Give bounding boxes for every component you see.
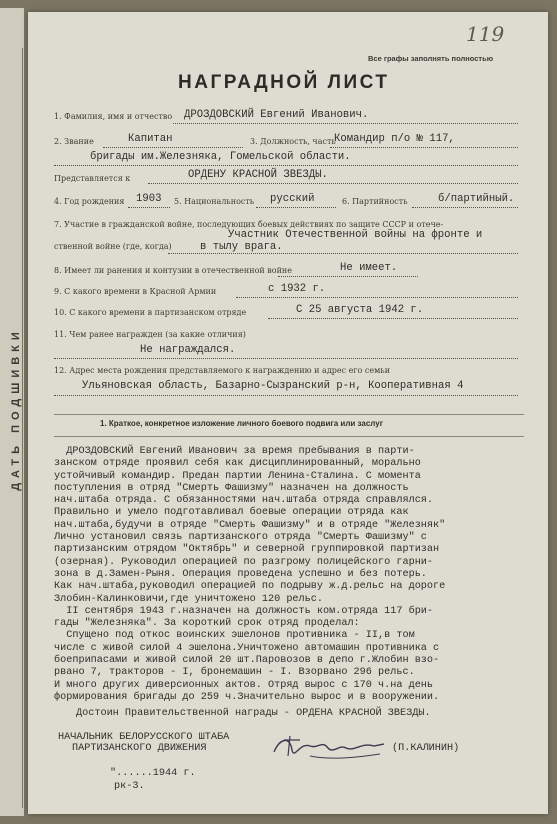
field-3-label: 3. Должность, часть bbox=[250, 137, 336, 146]
narrative-line: гады "Железняка". За короткий срок отряд проделал: bbox=[54, 618, 360, 630]
field-1-line bbox=[173, 123, 518, 124]
archive-number: 119 bbox=[466, 22, 505, 46]
field-2-line bbox=[103, 147, 243, 148]
narrative-line: нач.штаба,будучи в отряде "Смерть Фашизму" и в отряде "Железняк" bbox=[54, 519, 446, 531]
section-heading: 1. Краткое, конкретное изложение личного боевого подвига или заслуг bbox=[100, 419, 384, 428]
narrative-line: II сентября 1943 г.назначен на должность ком.отряда 117 бри- bbox=[54, 605, 434, 617]
field-3-position: Командир п/о № 117, bbox=[334, 133, 455, 145]
field-9-label: 9. С какого времени в Красной Армии bbox=[54, 287, 217, 296]
award-conclusion: Достоин Правительственной награды - ОРДЕНА КРАСНОЙ ЗВЕЗДЫ. bbox=[76, 708, 431, 719]
signatory-title-2: ПАРТИЗАНСКОГО ДВИЖЕНИЯ bbox=[72, 743, 207, 754]
field-7-label-1: 7. Участие в гражданской войне, последующих боевых действиях по защите СССР и отече- bbox=[54, 220, 444, 229]
field-12-label: 12. Адрес места рождения представляемого к награждению и адрес его семьи bbox=[54, 366, 391, 375]
field-8-wounds: Не имеет. bbox=[340, 262, 398, 274]
narrative-line: поступления в отряд "Смерть Фашизму" назначен на должность bbox=[54, 482, 409, 494]
field-12-line bbox=[54, 395, 518, 396]
narrative-text bbox=[54, 446, 534, 704]
field-11-label: 11. Чем ранее награжден (за какие отличия) bbox=[54, 330, 246, 339]
field-5-label: 5. Национальность bbox=[174, 197, 255, 206]
narrative-line: нач.штаба отряда. С обязанностями нач.штаба отряда справлялся. bbox=[54, 495, 434, 507]
narrative-line: рвано 7, тракторов - I, бронемашин - I. Взорвано 296 рельс. bbox=[54, 667, 415, 679]
field-6-line bbox=[412, 207, 518, 208]
field-7-label-2: ственной войне (где, когда) bbox=[54, 242, 172, 251]
narrative-line: Правильно и умело подготавливал боевые операции отряда как bbox=[54, 507, 409, 519]
field-6-label: 6. Партийность bbox=[342, 197, 408, 206]
field-12-address: Ульяновская область, Базарно-Сызранский р-н, Кооперативная 4 bbox=[82, 380, 464, 392]
narrative-line: боеприпасами и живой силой 20 шт.Паровозов в депо г.Жлобин взо- bbox=[54, 655, 440, 667]
narrative-line: партизанским отрядом "Октябрь" и северной группировкой партизан bbox=[54, 544, 440, 556]
field-10-line bbox=[268, 318, 518, 319]
document-reference: рк-3. bbox=[114, 781, 145, 792]
field-11-line bbox=[54, 358, 518, 359]
spine-fold-line bbox=[22, 48, 23, 808]
award-nominated: ОРДЕНУ КРАСНОЙ ЗВЕЗДЫ. bbox=[188, 169, 328, 181]
narrative-line: ДРОЗДОВСКИЙ Евгений Иванович за время пребывания в парти- bbox=[54, 446, 415, 457]
field-3-cont-line bbox=[54, 165, 518, 166]
narrative-line: Спущено под откос воинских эшелонов противника - II,в том bbox=[54, 630, 415, 642]
represented-label: Представляется к bbox=[54, 174, 131, 183]
field-7-value-1: Участник Отечественной войны на фронте и bbox=[228, 229, 483, 241]
spine-label: ДАТЬ ПОДШИВКИ bbox=[10, 327, 22, 491]
signatory-title-1: НАЧАЛЬНИК БЕЛОРУССКОГО ШТАБА bbox=[58, 732, 230, 743]
field-3-unit: бригады им.Железняка, Гомельской области. bbox=[90, 151, 351, 163]
field-6-party: б/партийный. bbox=[438, 193, 515, 205]
signatory-name: (П.КАЛИНИН) bbox=[392, 743, 460, 754]
field-5-nationality: русский bbox=[270, 193, 315, 205]
field-1-name: ДРОЗДОВСКИЙ Евгений Иванович. bbox=[184, 109, 369, 121]
award-sheet bbox=[28, 12, 548, 814]
field-9-line bbox=[236, 297, 518, 298]
field-10-partisan-since: С 25 августа 1942 г. bbox=[296, 304, 424, 316]
field-4-label: 4. Год рождения bbox=[54, 197, 125, 206]
field-4-birth-year: 1903 bbox=[136, 193, 162, 205]
narrative-line: формирования бригады до 259 ч.Значительно вырос и в вооружении. bbox=[54, 691, 440, 703]
narrative-line: зона в д.Замен-Рыня. Операция проведена успешно и без потерь. bbox=[54, 568, 427, 580]
field-7-line bbox=[168, 253, 518, 254]
narrative-line: занском отряде проявил себя как дисциплинированный, морально bbox=[54, 458, 421, 470]
field-11-previous-awards: Не награждался. bbox=[140, 344, 236, 356]
narrative-line: (озерная). Руководил операцией по разгрому полицейского гарни- bbox=[54, 556, 434, 568]
fill-all-notice: Все графы заполнять полностью bbox=[368, 54, 494, 63]
field-8-line bbox=[278, 276, 418, 277]
document-date: "......1944 г. bbox=[110, 768, 196, 779]
represented-line bbox=[148, 183, 518, 184]
document-title: НАГРАДНОЙ ЛИСТ bbox=[178, 72, 390, 93]
narrative-line: Лично установил связь партизанского отряда "Смерть Фашизму" с bbox=[54, 532, 427, 544]
section-rule-top bbox=[54, 414, 524, 415]
narrative-line: Как нач.штаба,руководил операцией по подрыву ж.д.рельс на дороге bbox=[54, 581, 446, 593]
field-3-line bbox=[330, 147, 518, 148]
field-2-rank: Капитан bbox=[128, 133, 173, 145]
narrative-line: числе с живой силой 4 эшелона.Уничтожено автомашин противника с bbox=[54, 642, 440, 654]
field-2-label: 2. Звание bbox=[54, 137, 94, 146]
binding-spine bbox=[0, 8, 24, 816]
narrative-line: Злобин-Калинковичи,где уничтожено 120 рельс. bbox=[54, 593, 323, 605]
field-1-label: 1. Фамилия, имя и отчество bbox=[54, 112, 173, 121]
section-rule-bottom bbox=[54, 436, 524, 437]
field-4-line bbox=[128, 207, 170, 208]
field-10-label: 10. С какого времени в партизанском отряде bbox=[54, 308, 247, 317]
field-5-line bbox=[256, 207, 336, 208]
narrative-line: И много других диверсионных актов. Отряд вырос с 170 ч.на день bbox=[54, 679, 434, 691]
field-9-red-army-since: с 1932 г. bbox=[268, 283, 326, 295]
handwritten-signature bbox=[270, 730, 388, 764]
field-8-label: 8. Имеет ли ранения и контузии в отечественной войне bbox=[54, 266, 292, 275]
field-7-value-2: в тылу врага. bbox=[200, 241, 283, 253]
narrative-line: устойчивый командир. Предан партии Ленина-Сталина. С момента bbox=[54, 470, 421, 482]
